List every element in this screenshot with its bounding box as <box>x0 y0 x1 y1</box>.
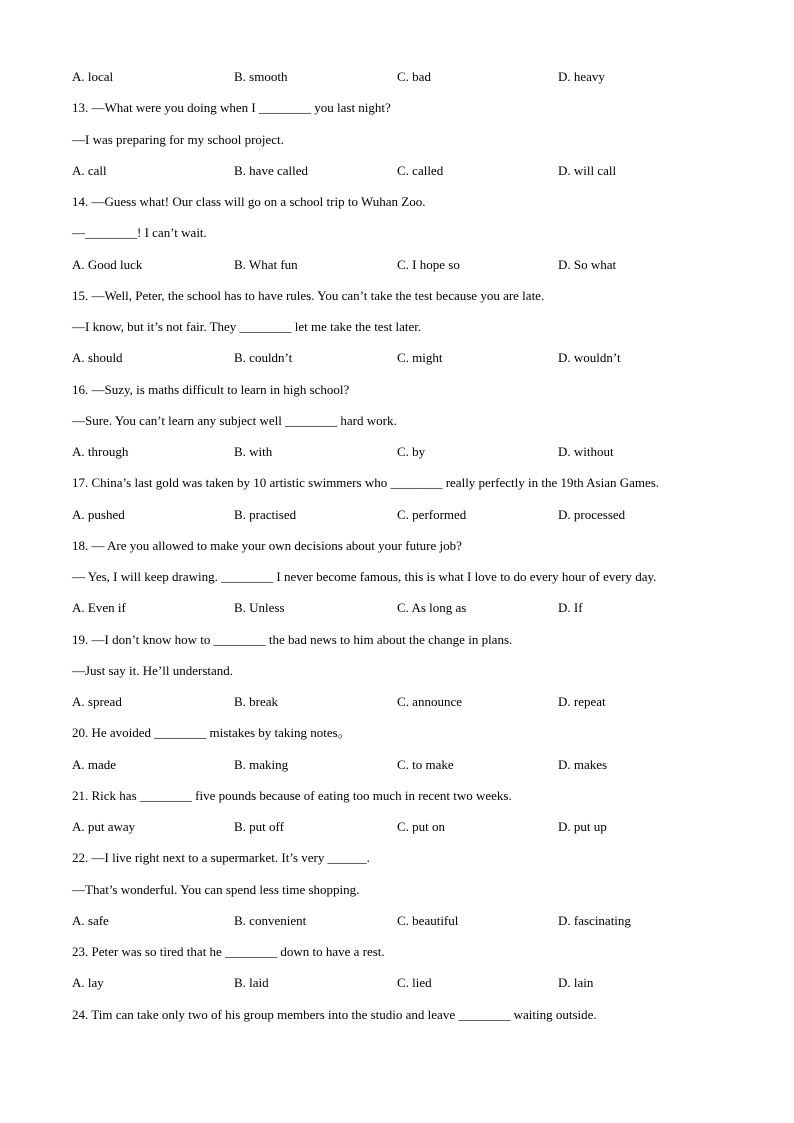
answer-option-d: D. lain <box>558 975 594 990</box>
answer-option-a: A. through <box>72 444 129 459</box>
answer-option-c: C. might <box>397 350 443 365</box>
question-text: 18. — Are you allowed to make your own decisions about your future job? <box>72 538 462 553</box>
answer-option-d: D. So what <box>558 257 617 272</box>
answer-option-a: A. safe <box>72 913 109 928</box>
answer-option-d: D. wouldn’t <box>558 350 621 365</box>
answer-option-d: D. will call <box>558 163 617 178</box>
answer-option-a: A. pushed <box>72 507 125 522</box>
answer-option-c: C. bad <box>397 69 431 84</box>
answer-option-b: B. What fun <box>234 257 298 272</box>
answer-option-c: C. by <box>397 444 426 459</box>
answer-option-b: B. practised <box>234 507 297 522</box>
answer-option-d: D. fascinating <box>558 913 631 928</box>
question-text: —Sure. You can’t learn any subject well ________ hard work. <box>72 413 397 428</box>
question-text: — Yes, I will keep drawing. ________ I never become famous, this is what I love to do every hour of every day. <box>72 569 657 584</box>
answer-option-c: C. As long as <box>397 600 467 615</box>
answer-option-d: D. repeat <box>558 694 606 709</box>
question-text: 14. —Guess what! Our class will go on a school trip to Wuhan Zoo. <box>72 194 426 209</box>
answer-option-b: B. convenient <box>234 913 307 928</box>
answer-option-c: C. announce <box>397 694 462 709</box>
answer-option-d: D. put up <box>558 819 607 834</box>
answer-option-c: C. called <box>397 163 444 178</box>
question-text: 13. —What were you doing when I ________ you last night? <box>72 100 391 115</box>
answer-option-d: D. without <box>558 444 614 459</box>
answer-option-a: A. Even if <box>72 600 126 615</box>
question-text: 22. —I live right next to a supermarket. It’s very ______. <box>72 850 370 865</box>
question-text: 24. Tim can take only two of his group members into the studio and leave ________ waiting outside. <box>72 1007 597 1022</box>
question-text: 20. He avoided ________ mistakes by taking notes。 <box>72 725 351 740</box>
answer-option-a: A. lay <box>72 975 104 990</box>
answer-option-b: B. couldn’t <box>234 350 293 365</box>
question-text: —I was preparing for my school project. <box>72 132 284 147</box>
answer-option-c: C. put on <box>397 819 446 834</box>
question-text: 15. —Well, Peter, the school has to have rules. You can’t take the test because you are late. <box>72 288 545 303</box>
answer-option-b: B. laid <box>234 975 269 990</box>
answer-option-b: B. making <box>234 757 289 772</box>
answer-option-a: A. Good luck <box>72 257 143 272</box>
answer-option-b: B. put off <box>234 819 284 834</box>
answer-option-c: C. beautiful <box>397 913 459 928</box>
question-text: —I know, but it’s not fair. They ________ let me take the test later. <box>72 319 422 334</box>
answer-option-a: A. call <box>72 163 107 178</box>
answer-option-a: A. should <box>72 350 123 365</box>
answer-option-c: C. I hope so <box>397 257 460 272</box>
answer-option-c: C. to make <box>397 757 454 772</box>
question-text: 21. Rick has ________ five pounds because of eating too much in recent two weeks. <box>72 788 512 803</box>
answer-option-b: B. have called <box>234 163 308 178</box>
question-text: 17. China’s last gold was taken by 10 artistic swimmers who ________ really perfectly in the 19th Asian Games. <box>72 475 660 490</box>
answer-option-a: A. made <box>72 757 117 772</box>
answer-option-b: B. with <box>234 444 273 459</box>
question-text: —________! I can’t wait. <box>72 225 207 240</box>
question-text: 23. Peter was so tired that he ________ down to have a rest. <box>72 944 385 959</box>
answer-option-d: D. makes <box>558 757 608 772</box>
answer-option-d: D. processed <box>558 507 626 522</box>
answer-option-b: B. break <box>234 694 279 709</box>
answer-option-c: C. lied <box>397 975 432 990</box>
answer-option-c: C. performed <box>397 507 467 522</box>
answer-option-a: A. local <box>72 69 114 84</box>
answer-option-b: B. smooth <box>234 69 288 84</box>
question-text: 19. —I don’t know how to ________ the bad news to him about the change in plans. <box>72 632 513 647</box>
answer-option-a: A. spread <box>72 694 122 709</box>
answer-option-a: A. put away <box>72 819 136 834</box>
question-text: —Just say it. He’ll understand. <box>72 663 234 678</box>
answer-option-d: D. If <box>558 600 583 615</box>
answer-option-b: B. Unless <box>234 600 285 615</box>
question-text: —That’s wonderful. You can spend less time shopping. <box>72 882 360 897</box>
question-text: 16. —Suzy, is maths difficult to learn in high school? <box>72 382 350 397</box>
answer-option-d: D. heavy <box>558 69 605 84</box>
